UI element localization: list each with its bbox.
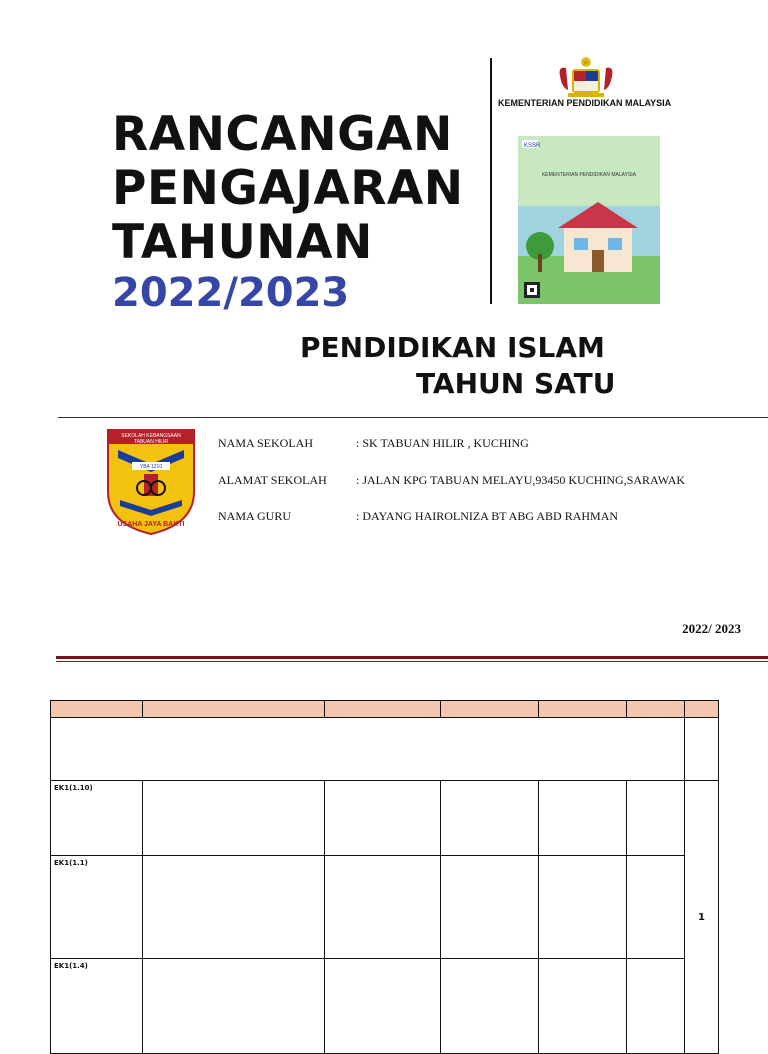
school-badge-logo [106,428,196,536]
header-cadangan [143,701,325,718]
bidang-cell [627,781,685,856]
title-year: 2022/2023 [112,270,350,316]
info-label-teacher-name: NAMA GURU [218,509,292,523]
header-rule-thin [56,661,768,662]
table-row [51,959,719,1054]
subject-line-2: TAHUN SATU [416,367,616,400]
section-divider [58,417,768,418]
subject-line-1: PENDIDIKAN ISLAM [300,331,605,364]
sp-cell [441,856,539,959]
header-emk [51,701,143,718]
info-value-school-name: : SK TABUAN HILIR , KUCHING [356,436,529,450]
header-minggu [685,701,719,718]
cadangan-cell [143,781,325,856]
cadangan-cell [143,959,325,1054]
header-objektif [325,701,441,718]
info-value-teacher-name: : DAYANG HAIROLNIZA BT ABG ABD RAHMAN [356,509,619,523]
sp-cell [441,781,539,856]
ministry-emblem-icon [554,56,618,100]
bidang-cell [627,856,685,959]
table-row [51,856,719,959]
vertical-divider [490,58,492,304]
document-reference-year: 2022/ 2023 [682,621,741,636]
rpt-table [50,700,719,1054]
badge-top-text: SEKOLAH KEBANGSAAN [121,433,181,439]
emk-cell [51,959,143,1054]
info-label-school-name: NAMA SEKOLAH [218,436,314,450]
header-standard-kandungan [539,701,627,718]
objektif-cell [325,781,441,856]
emk-code: EK1(1.1) [54,859,88,867]
title-line-1: RANCANGAN [112,107,453,162]
title-line-2: PENGAJARAN [112,161,464,216]
emk-cell [51,781,143,856]
table-row-tema [51,718,719,781]
header-rule-thick [56,656,768,659]
main-title [112,108,464,270]
badge-code-text: YBA 1210 [139,464,163,470]
sp-cell [441,959,539,1054]
book-subtitle-text: KEMENTERIAN PENDIDIKAN MALAYSIA [541,172,637,178]
tema-cell [51,718,685,781]
info-value-school-address: : JALAN KPG TABUAN MELAYU,93450 KUCHING,SARAWAK [356,473,686,487]
textbook-cover-image [518,136,660,304]
objektif-cell [325,959,441,1054]
badge-top-text-2: TABUAN HILIR [133,439,169,445]
emk-code: EK1(1.4) [54,962,88,970]
title-line-3: TAHUNAN [112,215,373,270]
header-standard-pembelajaran [441,701,539,718]
document-reference [682,620,741,638]
tema-empty-cell [685,718,719,781]
cadangan-cell [143,856,325,959]
emk-cell [51,856,143,959]
table-row [51,781,719,856]
emk-code: EK1(1.10) [54,784,93,792]
subject-title [300,330,615,402]
sk-cell [539,781,627,856]
week-cell: 1 [685,781,719,1054]
sk-cell [539,856,627,959]
book-badge-text: KSSR [524,143,541,149]
info-label-school-address: ALAMAT SEKOLAH [218,473,327,487]
sk-cell [539,959,627,1054]
ministry-name: KEMENTERIAN PENDIDIKAN MALAYSIA [498,98,672,108]
badge-motto-text: USAHA JAYA BAKTI [117,521,185,528]
objektif-cell [325,856,441,959]
table-header-row [51,701,719,718]
bidang-cell [627,959,685,1054]
header-bidang [627,701,685,718]
